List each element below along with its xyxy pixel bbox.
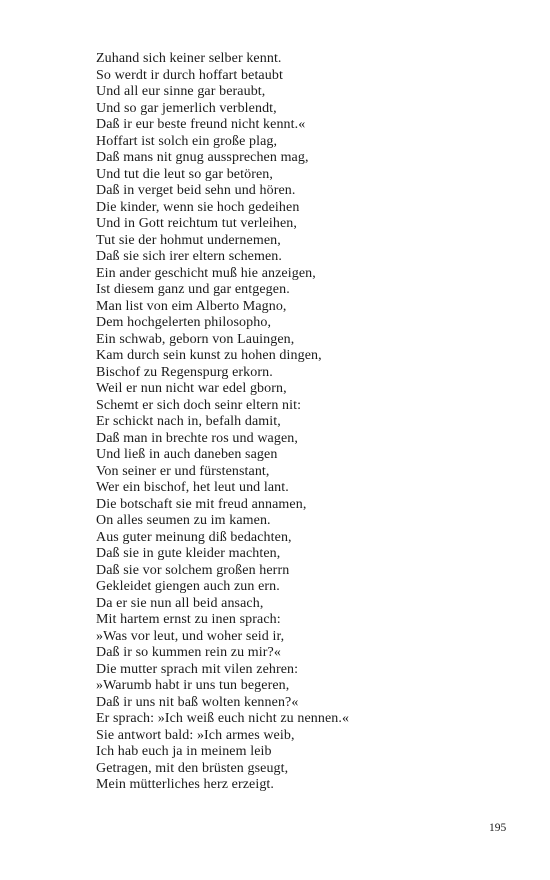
verse-line: Ich hab euch ja in meinem leib xyxy=(96,744,272,759)
verse-line: Daß mans nit gnug aussprechen mag, xyxy=(96,150,309,165)
verse-line: Wer ein bischof, het leut und lant. xyxy=(96,480,289,495)
verse-line: Man list von eim Alberto Magno, xyxy=(96,298,287,314)
verse-line: Daß in verget beid sehn und hören. xyxy=(96,183,296,198)
verse-line: Die kinder, wenn sie hoch gedeihen xyxy=(96,199,300,215)
verse-line: Und all eur sinne gar beraubt, xyxy=(96,84,266,99)
verse-line: Daß ir so kummen rein zu mir?« xyxy=(96,645,281,660)
verse-line: Aus guter meinung diß bedachten, xyxy=(96,529,292,545)
page-number: 195 xyxy=(489,822,507,834)
verse-line: Die mutter sprach mit vilen zehren: xyxy=(96,661,299,677)
verse-line: Sie antwort bald: »Ich armes weib, xyxy=(96,727,295,743)
verse-line: Ist diesem ganz und gar entgegen. xyxy=(96,282,290,297)
verse-line: »Warumb habt ir uns tun begeren, xyxy=(96,678,290,693)
verse-line: Zuhand sich keiner selber kennt. xyxy=(96,51,282,66)
poem-text xyxy=(96,51,496,794)
verse-line: Mit hartem ernst zu inen sprach: xyxy=(96,612,281,627)
verse-line: Dem hochgelerten philosopho, xyxy=(96,315,272,330)
verse-line: Daß ir uns nit baß wolten kennen?« xyxy=(96,694,299,710)
verse-line: Und ließ in auch daneben sagen xyxy=(96,447,278,462)
verse-line: Tut sie der hohmut undernemen, xyxy=(96,232,281,248)
verse-line: Daß sie vor solchem großen herrn xyxy=(96,562,290,578)
verse-line: Schemt er sich doch seinr eltern nit: xyxy=(96,397,302,413)
verse-line: On alles seumen zu im kamen. xyxy=(96,513,271,528)
verse-line: Weil er nun nicht war edel gborn, xyxy=(96,381,287,396)
verse-line: Mein mütterliches herz erzeigt. xyxy=(96,777,275,792)
verse-line: So werdt ir durch hoffart betaubt xyxy=(96,67,283,83)
verse-line: Von seiner er und fürstenstant, xyxy=(96,463,270,479)
verse-line: Daß sie sich irer eltern schemen. xyxy=(96,249,283,264)
verse-line: Ein schwab, geborn von Lauingen, xyxy=(96,331,295,347)
verse-line: Und in Gott reichtum tut verleihen, xyxy=(96,216,298,231)
verse-line: Gekleidet giengen auch zun ern. xyxy=(96,579,280,594)
verse-line: »Was vor leut, und woher seid ir, xyxy=(96,628,285,644)
verse-line: Und tut die leut so gar betören, xyxy=(96,166,273,182)
verse-line: Ein ander geschicht muß hie anzeigen, xyxy=(96,265,316,281)
verse-line: Er sprach: »Ich weiß euch nicht zu nennen.« xyxy=(96,711,350,726)
verse-line: Und so gar jemerlich verblendt, xyxy=(96,100,277,116)
verse-line: Getragen, mit den brüsten gseugt, xyxy=(96,760,289,776)
verse-line: Hoffart ist solch ein große plag, xyxy=(96,133,278,149)
verse-line: Daß man in brechte ros und wagen, xyxy=(96,430,298,446)
verse-line: Daß ir eur beste freund nicht kennt.« xyxy=(96,117,306,132)
verse-line: Er schickt nach in, befalh damit, xyxy=(96,414,281,429)
verse-line: Kam durch sein kunst zu hohen dingen, xyxy=(96,348,322,363)
verse-line: Da er sie nun all beid ansach, xyxy=(96,595,264,611)
verse-line: Daß sie in gute kleider machten, xyxy=(96,546,281,561)
verse-line: Bischof zu Regenspurg erkorn. xyxy=(96,364,273,380)
verse-line: Die botschaft sie mit freud annamen, xyxy=(96,496,307,512)
